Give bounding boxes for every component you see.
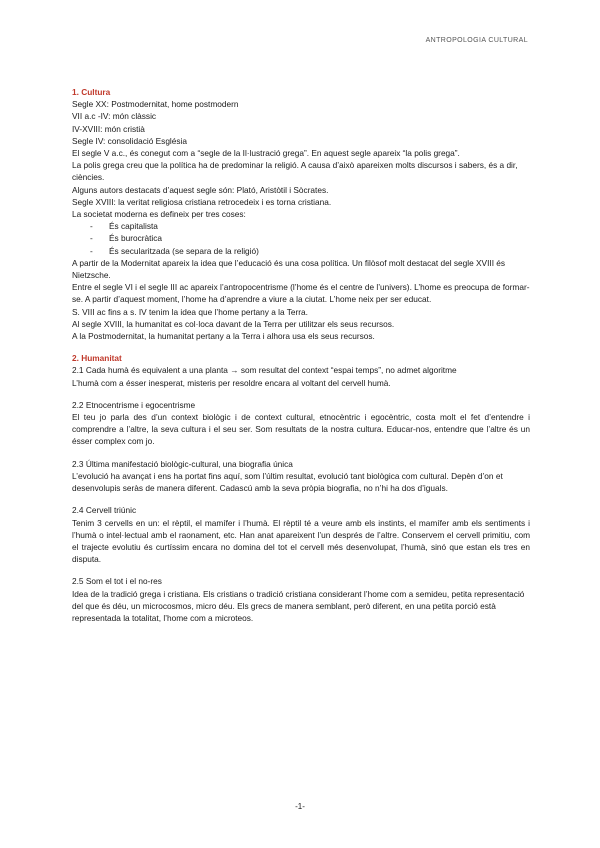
paragraph: Idea de la tradició grega i cristiana. Els cristians o tradició cristiana considerant l’home com a semideu, petita representació del que és déu, un microcosmos, micro déu. Els grecs de manera semblant, però diferent, en una petita porció està representada la totalitat, l’home com a microteos. xyxy=(72,588,525,623)
paragraph: El teu jo parla des d’un context biològic i de context cultural, etnocèntric i egocèntric, costa molt el fet d’entendre i comprendre a l’altre, la seva cultura i el seu ser. Som resultats de la nostra cultura. Educar-nos, entendre que l’altre és un ésser complex com jo. xyxy=(72,412,530,447)
paragraph: 2.1 Cada humà és equivalent a una planta → som resultat del context “espai temps”, no admet algoritme xyxy=(72,365,457,376)
bullet-list xyxy=(72,220,530,257)
document-body xyxy=(72,86,530,624)
paragraph: La polis grega creu que la política ha de predominar la religió. A causa d’això apareixen molts discursos i sabers, és a dir, ciències. xyxy=(72,160,518,183)
page-number: -1- xyxy=(295,802,305,811)
subsection-title: 2.2 Etnocentrisme i egocentrisme xyxy=(72,399,196,410)
list-item: - És burocràtica xyxy=(72,232,530,244)
paragraph: L’humà com a ésser inesperat, misteris per resoldre encara al voltant del cervell humà. xyxy=(72,377,391,388)
paragraph: S. VIII ac fins a s. IV tenim la idea que l’home pertany a la Terra. xyxy=(72,306,308,317)
section-title-humanitat: 2. Humanitat xyxy=(72,353,122,364)
section-title-cultura: 1. Cultura xyxy=(72,87,111,97)
paragraph: VII a.c -IV: món clàssic xyxy=(72,111,157,122)
subsection-title: 2.5 Som el tot i el no-res xyxy=(72,576,162,587)
paragraph: A la Postmodernitat, la humanitat pertany a la Terra i alhora usa els seus recursos. xyxy=(72,331,375,342)
paragraph: IV-XVIII: món cristià xyxy=(72,123,145,134)
paragraph: La societat moderna es defineix per tres coses: xyxy=(72,209,246,220)
paragraph: Alguns autors destacats d’aquest segle són: Plató, Aristòtil i Sòcrates. xyxy=(72,184,329,195)
list-item: - És capitalista xyxy=(72,220,530,232)
paragraph: Entre el segle VI i el segle III ac apareix l’antropocentrisme (l’home és el centre de l’univers). L’home es preocupa de formar-se. A partir d’aquest moment, l’home ha d’aprendre a viure a la ciutat. L’home neix per ser educat. xyxy=(72,282,530,305)
paragraph: L’evolució ha avançat i ens ha portat fins aquí, som l’últim resultat, evolució tant biològica com cultural. Depèn d’on et desenvolupis seràs de manera diferent. Cadascú amb la seva pròpia biografia, no n’hi ha dos d’iguals. xyxy=(72,470,503,494)
paragraph: Al segle XVIII, la humanitat es col·loca davant de la Terra per utilitzar els seus recursos. xyxy=(72,318,395,329)
paragraph: Segle IV: consolidació Església xyxy=(72,135,187,146)
paragraph: El segle V a.c., és conegut com a “segle de la Il·lustració grega”. En aquest segle apareix “la polis grega”. xyxy=(72,148,460,159)
subsection-title: 2.4 Cervell triúnic xyxy=(72,505,137,516)
running-header: ANTROPOLOGIA CULTURAL xyxy=(425,37,528,44)
paragraph: Tenim 3 cervells en un: el rèptil, el mamífer i l’humà. El rèptil té a veure amb els instints, el mamífer amb els sentiments i l’humà o intel·lectual amb el raonament, etc. Han anat apareixent l’un després de l’altre. Conservem el cervell primitiu, com el trajecte evolutiu és curtíssim encara no domina del tot el cervell més desenvolupat, l’humà, sinó que estan els tres en disputa. xyxy=(72,517,530,565)
paragraph: A partir de la Modernitat apareix la idea que l’educació és una cosa política. Un filòsof molt destacat del segle XVIII és Nietzsche. xyxy=(72,257,506,281)
paragraph: Segle XVIII: la veritat religiosa cristiana retrocedeix i es torna cristiana. xyxy=(72,196,332,207)
list-item: - És secularitzada (se separa de la religió) xyxy=(72,245,530,257)
paragraph: Segle XX: Postmodernitat, home postmodern xyxy=(72,99,239,110)
subsection-title: 2.3 Última manifestació biològic-cultural, una biografia única xyxy=(72,458,293,469)
